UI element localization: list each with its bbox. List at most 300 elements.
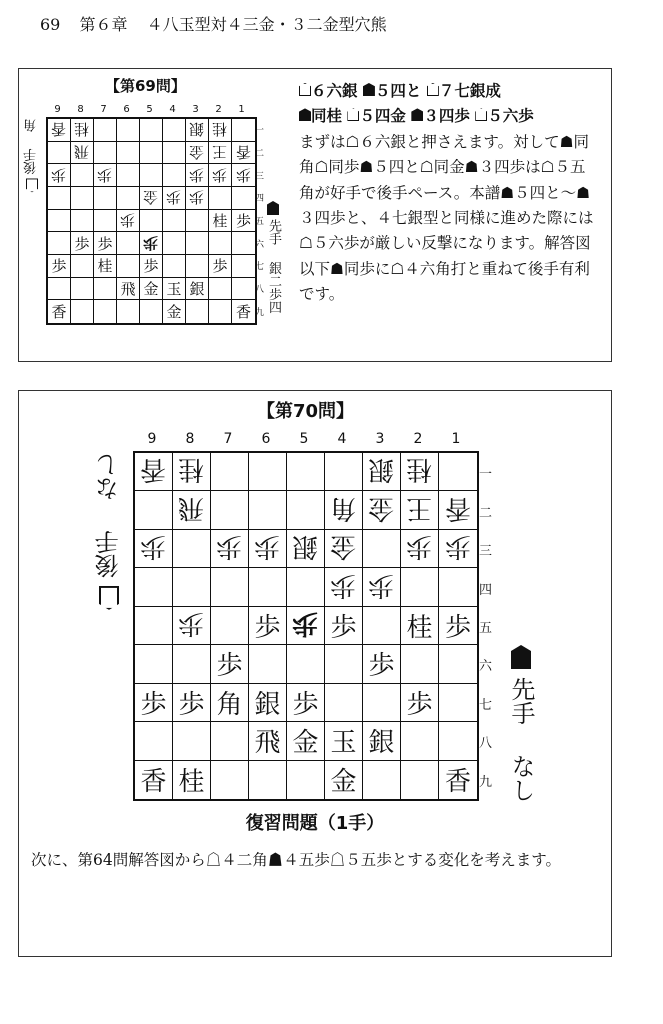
board-square: [439, 453, 477, 491]
board-square: [249, 568, 287, 606]
row-number: 九: [479, 774, 493, 790]
sente-piece: 歩: [97, 234, 113, 253]
column-number: 4: [169, 104, 176, 115]
board-square: [135, 607, 173, 645]
sente-piece: 桂: [406, 612, 433, 643]
gote-piece: 歩: [166, 188, 182, 207]
board-square: [117, 255, 140, 278]
board-square: [186, 119, 209, 142]
column-number: 3: [375, 431, 385, 447]
board-square: [71, 119, 94, 142]
gote-piece: 歩: [254, 531, 281, 562]
board-square: [48, 142, 71, 165]
sente-piece: 香: [140, 767, 167, 798]
sente-piece: 桂: [178, 767, 205, 798]
row-number: 四: [255, 194, 265, 205]
board-square: [401, 607, 439, 645]
row-number: 四: [479, 582, 493, 598]
gote-piece: 銀: [292, 531, 319, 562]
board-square: [232, 142, 255, 165]
gote-piece: 歩: [235, 165, 251, 184]
board-square: [325, 568, 363, 606]
board-square: [439, 684, 477, 722]
board-square: [363, 491, 401, 529]
column-number: 3: [192, 104, 199, 115]
gote-hand: なし: [95, 453, 123, 501]
board-square: [211, 645, 249, 683]
row-number: 二: [479, 505, 493, 521]
board-square: [439, 530, 477, 568]
board-square: [325, 530, 363, 568]
board-square: [117, 187, 140, 210]
board-square: [325, 684, 363, 722]
board-square: [94, 187, 117, 210]
board-square: [163, 300, 186, 323]
board-square: [401, 761, 439, 799]
board-square: [401, 568, 439, 606]
board-square: [71, 278, 94, 301]
board-square: [363, 761, 401, 799]
gote-hand: 角: [24, 119, 39, 132]
board-square: [94, 119, 117, 142]
board-square: [48, 210, 71, 233]
problem-69-box: [18, 68, 612, 362]
row-number: 八: [479, 736, 493, 752]
sente-piece: 金: [143, 279, 159, 298]
board-square: [163, 232, 186, 255]
row-number: 七: [479, 697, 493, 713]
commentary: [299, 79, 599, 308]
gote-piece: 飛: [74, 142, 90, 161]
board-square: [209, 255, 232, 278]
board-square: [140, 210, 163, 233]
sente-piece: 香: [444, 767, 471, 798]
board-square: [173, 453, 211, 491]
board-square: [48, 232, 71, 255]
move-line-1: ６六銀 ５四と ７七銀成: [299, 79, 599, 104]
row-number: 五: [479, 620, 493, 636]
board-square: [209, 164, 232, 187]
board-square: [439, 761, 477, 799]
gote-piece: 香: [51, 120, 67, 139]
board-square: [135, 530, 173, 568]
board-square: [117, 119, 140, 142]
sente-hand-area: [509, 645, 533, 802]
board-square: [287, 684, 325, 722]
board-square: [163, 164, 186, 187]
row-number: 三: [479, 544, 493, 560]
board-square: [135, 684, 173, 722]
chapter-label: 第６章: [79, 15, 128, 34]
board-square: [211, 761, 249, 799]
row-number: 一: [479, 467, 493, 483]
board-square: [163, 187, 186, 210]
gote-piece: 角: [330, 492, 357, 523]
gote-label: 後手: [24, 148, 39, 175]
board-square: [401, 491, 439, 529]
column-number: 2: [413, 431, 423, 447]
board-square: [173, 684, 211, 722]
sente-hand: 銀二歩四: [266, 261, 281, 314]
sente-piece: 角: [216, 689, 243, 720]
board-square: [135, 453, 173, 491]
board-square: [117, 164, 140, 187]
column-number: 7: [100, 104, 107, 115]
board-square: [135, 568, 173, 606]
board-square: [249, 761, 287, 799]
board-square: [363, 530, 401, 568]
board-square: [209, 232, 232, 255]
sente-piece: 歩: [74, 234, 90, 253]
board-square: [325, 761, 363, 799]
board-square: [209, 300, 232, 323]
commentary-body: まずは☖６六銀と押さえます。対して☗同角☖同歩☗５四と☖同金☗３四歩は☖５五角が好手で後手ペース。本譜☗５四と～☗３四歩と、４七銀型と同様に進めた際には☖５六歩が厳しい反撃になります。解答図以下☗同歩に☖４六角打と重ねて後手有利です。: [299, 132, 594, 304]
gote-piece: 歩: [216, 531, 243, 562]
gote-piece: 歩: [368, 569, 395, 600]
gote-mark-icon: [99, 586, 119, 610]
board-square: [163, 142, 186, 165]
sente-label: 先手: [266, 219, 281, 246]
board-square: [94, 300, 117, 323]
gote-piece: 王: [406, 492, 433, 523]
board-square: [401, 453, 439, 491]
row-number: 九: [255, 307, 265, 318]
board-square: [325, 607, 363, 645]
gote-piece: 銀: [368, 454, 395, 485]
board-square: [363, 684, 401, 722]
board-square: [211, 722, 249, 760]
sente-piece: 香: [51, 303, 67, 322]
column-number: 2: [215, 104, 222, 115]
board-square: [401, 530, 439, 568]
row-number: 六: [479, 659, 493, 675]
sente-piece: 金: [166, 303, 182, 322]
board-square: [48, 278, 71, 301]
board-square: [94, 164, 117, 187]
board-square: [135, 491, 173, 529]
board-square: [232, 210, 255, 233]
column-number: 5: [146, 104, 153, 115]
board-square: [209, 187, 232, 210]
board-square: [287, 607, 325, 645]
board-square: [48, 119, 71, 142]
gote-piece: 桂: [178, 454, 205, 485]
sente-piece: 桂: [97, 257, 113, 276]
column-number: 4: [337, 431, 347, 447]
shogi-board: [133, 451, 479, 801]
sente-piece: 歩: [235, 211, 251, 230]
board-square: [363, 722, 401, 760]
board-square: [209, 119, 232, 142]
sente-piece: 桂: [212, 211, 228, 230]
column-number: 5: [299, 431, 309, 447]
board-square: [135, 722, 173, 760]
sente-piece: 歩: [444, 612, 471, 643]
board-square: [163, 278, 186, 301]
board-square: [71, 164, 94, 187]
sente-piece: 歩: [178, 689, 205, 720]
board-square: [173, 568, 211, 606]
board-square: [140, 164, 163, 187]
gote-mark-icon: [26, 178, 38, 192]
column-number: 1: [238, 104, 245, 115]
column-number: 9: [147, 431, 157, 447]
board-square: [186, 210, 209, 233]
sente-piece: 歩: [292, 689, 319, 720]
board-square: [232, 232, 255, 255]
board-square: [71, 232, 94, 255]
gote-piece: 歩: [444, 531, 471, 562]
board-square: [287, 761, 325, 799]
sente-piece: 飛: [254, 728, 281, 759]
board-square: [71, 210, 94, 233]
board-square: [401, 722, 439, 760]
gote-piece: 金: [368, 492, 395, 523]
sente-piece: 金: [330, 767, 357, 798]
gote-piece: 歩: [97, 165, 113, 184]
board-square: [232, 187, 255, 210]
board-square: [173, 607, 211, 645]
board-square: [117, 232, 140, 255]
page-header: [40, 12, 401, 35]
gote-piece: 飛: [178, 492, 205, 523]
gote-piece: 歩: [120, 210, 136, 229]
board-square: [186, 300, 209, 323]
gote-piece: 歩: [189, 188, 205, 207]
board-square: [71, 142, 94, 165]
board-square: [117, 210, 140, 233]
board-square: [249, 684, 287, 722]
row-number: 一: [255, 126, 265, 137]
gote-piece: 歩: [178, 607, 205, 638]
gote-piece: 歩: [406, 531, 433, 562]
sente-label: 先手: [507, 676, 535, 725]
board-square: [140, 142, 163, 165]
board-square: [117, 142, 140, 165]
board-square: [94, 210, 117, 233]
board-square: [186, 255, 209, 278]
board-square: [363, 645, 401, 683]
gote-hand-area: [97, 453, 121, 610]
board-square: [186, 142, 209, 165]
board-square: [211, 530, 249, 568]
sente-mark-icon: [267, 201, 279, 215]
review-title: 復習問題（1手）: [245, 813, 385, 834]
board-square: [140, 255, 163, 278]
board-square: [211, 491, 249, 529]
board-square: [163, 255, 186, 278]
board-square: [287, 530, 325, 568]
row-number: 三: [255, 171, 265, 182]
sente-piece: 歩: [140, 689, 167, 720]
move-line-2: 同桂 ５四金 ３四歩 ５六歩: [299, 104, 599, 129]
board-square: [173, 491, 211, 529]
gote-piece: 金: [143, 188, 159, 207]
board-square: [363, 607, 401, 645]
sente-piece: 飛: [120, 279, 136, 298]
board-square: [209, 278, 232, 301]
sente-piece: 歩: [216, 651, 243, 682]
problem-70-title: 【第70問】: [257, 401, 355, 422]
board-square: [439, 607, 477, 645]
sente-hand: なし: [507, 753, 535, 802]
row-number: 七: [255, 262, 265, 273]
board-square: [135, 645, 173, 683]
board-square: [325, 722, 363, 760]
board-square: [186, 278, 209, 301]
column-number: 8: [185, 431, 195, 447]
board-square: [249, 530, 287, 568]
board-square: [232, 278, 255, 301]
board-square: [439, 722, 477, 760]
board-square: [209, 142, 232, 165]
gote-hand-area: [25, 119, 38, 192]
board-square: [135, 761, 173, 799]
board-square: [71, 187, 94, 210]
board-square: [94, 255, 117, 278]
gote-piece: 歩: [330, 569, 357, 600]
problem-69-title: 【第69問】: [105, 77, 186, 95]
sente-piece: 歩: [254, 612, 281, 643]
board-square: [173, 761, 211, 799]
board-square: [287, 645, 325, 683]
sente-piece: 玉: [330, 728, 357, 759]
board-square: [439, 568, 477, 606]
sente-piece: 歩: [212, 257, 228, 276]
board-square: [163, 210, 186, 233]
board-square: [140, 278, 163, 301]
sente-piece: 銀: [368, 728, 395, 759]
board-square: [249, 491, 287, 529]
board-square: [140, 187, 163, 210]
board-square: [401, 645, 439, 683]
column-number: 8: [77, 104, 84, 115]
sente-piece: 歩: [143, 257, 159, 276]
gote-piece: 歩: [140, 531, 167, 562]
board-square: [249, 453, 287, 491]
board-square: [232, 119, 255, 142]
page-number: 69: [40, 15, 61, 34]
column-number: 1: [451, 431, 461, 447]
board-square: [363, 568, 401, 606]
board-square: [439, 491, 477, 529]
board-square: [140, 119, 163, 142]
board-square: [186, 187, 209, 210]
sente-mark-icon: [511, 645, 531, 669]
column-number: 6: [123, 104, 130, 115]
board-square: [363, 453, 401, 491]
row-number: 六: [255, 239, 265, 250]
board-square: [71, 255, 94, 278]
row-number: 二: [255, 148, 265, 159]
board-square: [117, 278, 140, 301]
board-square: [249, 645, 287, 683]
gote-label: 後手: [95, 530, 123, 579]
gote-piece: 歩: [143, 233, 159, 252]
sente-piece: 銀: [189, 279, 205, 298]
board-square: [173, 645, 211, 683]
board-square: [325, 645, 363, 683]
board-square: [401, 684, 439, 722]
board-square: [173, 530, 211, 568]
board-square: [94, 232, 117, 255]
gote-piece: 桂: [212, 120, 228, 139]
board-square: [232, 255, 255, 278]
column-number: 9: [54, 104, 61, 115]
sente-piece: 歩: [368, 651, 395, 682]
board-square: [186, 164, 209, 187]
board-square: [232, 300, 255, 323]
gote-piece: 歩: [189, 165, 205, 184]
gote-piece: 香: [235, 142, 251, 161]
gote-piece: 香: [140, 454, 167, 485]
board-square: [439, 645, 477, 683]
sente-hand-area: [267, 201, 280, 313]
row-number: 五: [255, 216, 265, 227]
gote-piece: 香: [444, 492, 471, 523]
sente-piece: 歩: [330, 612, 357, 643]
gote-piece: 王: [212, 142, 228, 161]
column-number: 6: [261, 431, 271, 447]
gote-piece: 歩: [212, 165, 228, 184]
problem-70-box: [18, 390, 612, 957]
sente-piece: 玉: [166, 279, 182, 298]
board-square: [287, 568, 325, 606]
sente-piece: 金: [292, 728, 319, 759]
board-square: [211, 607, 249, 645]
row-number: 八: [255, 284, 265, 295]
gote-piece: 歩: [51, 165, 67, 184]
shogi-board: [46, 117, 257, 325]
board-square: [163, 119, 186, 142]
sente-piece: 銀: [254, 689, 281, 720]
board-square: [287, 722, 325, 760]
gote-piece: 銀: [189, 120, 205, 139]
column-number: 7: [223, 431, 233, 447]
board-square: [325, 453, 363, 491]
board-square: [48, 187, 71, 210]
chapter-title: ４八玉型対４三金・３二金型穴熊: [146, 15, 387, 34]
sente-piece: 香: [235, 303, 251, 322]
board-square: [140, 232, 163, 255]
board-square: [140, 300, 163, 323]
gote-piece: 金: [189, 142, 205, 161]
board-square: [48, 164, 71, 187]
board-square: [48, 300, 71, 323]
board-square: [48, 255, 71, 278]
board-square: [173, 722, 211, 760]
gote-piece: 歩: [292, 607, 319, 638]
board-square: [209, 210, 232, 233]
board-square: [117, 300, 140, 323]
sente-piece: 歩: [51, 257, 67, 276]
gote-piece: 桂: [406, 454, 433, 485]
review-text: 次に、第64問解答図から☖４二角☗４五歩☖５五歩とする変化を考えます。: [31, 851, 561, 869]
board-square: [94, 278, 117, 301]
gote-piece: 桂: [74, 120, 90, 139]
board-square: [287, 453, 325, 491]
board-square: [211, 453, 249, 491]
gote-piece: 金: [330, 531, 357, 562]
board-square: [325, 491, 363, 529]
board-square: [211, 684, 249, 722]
board-square: [249, 607, 287, 645]
sente-piece: 歩: [406, 689, 433, 720]
board-square: [287, 491, 325, 529]
board-square: [94, 142, 117, 165]
board-square: [71, 300, 94, 323]
board-square: [186, 232, 209, 255]
